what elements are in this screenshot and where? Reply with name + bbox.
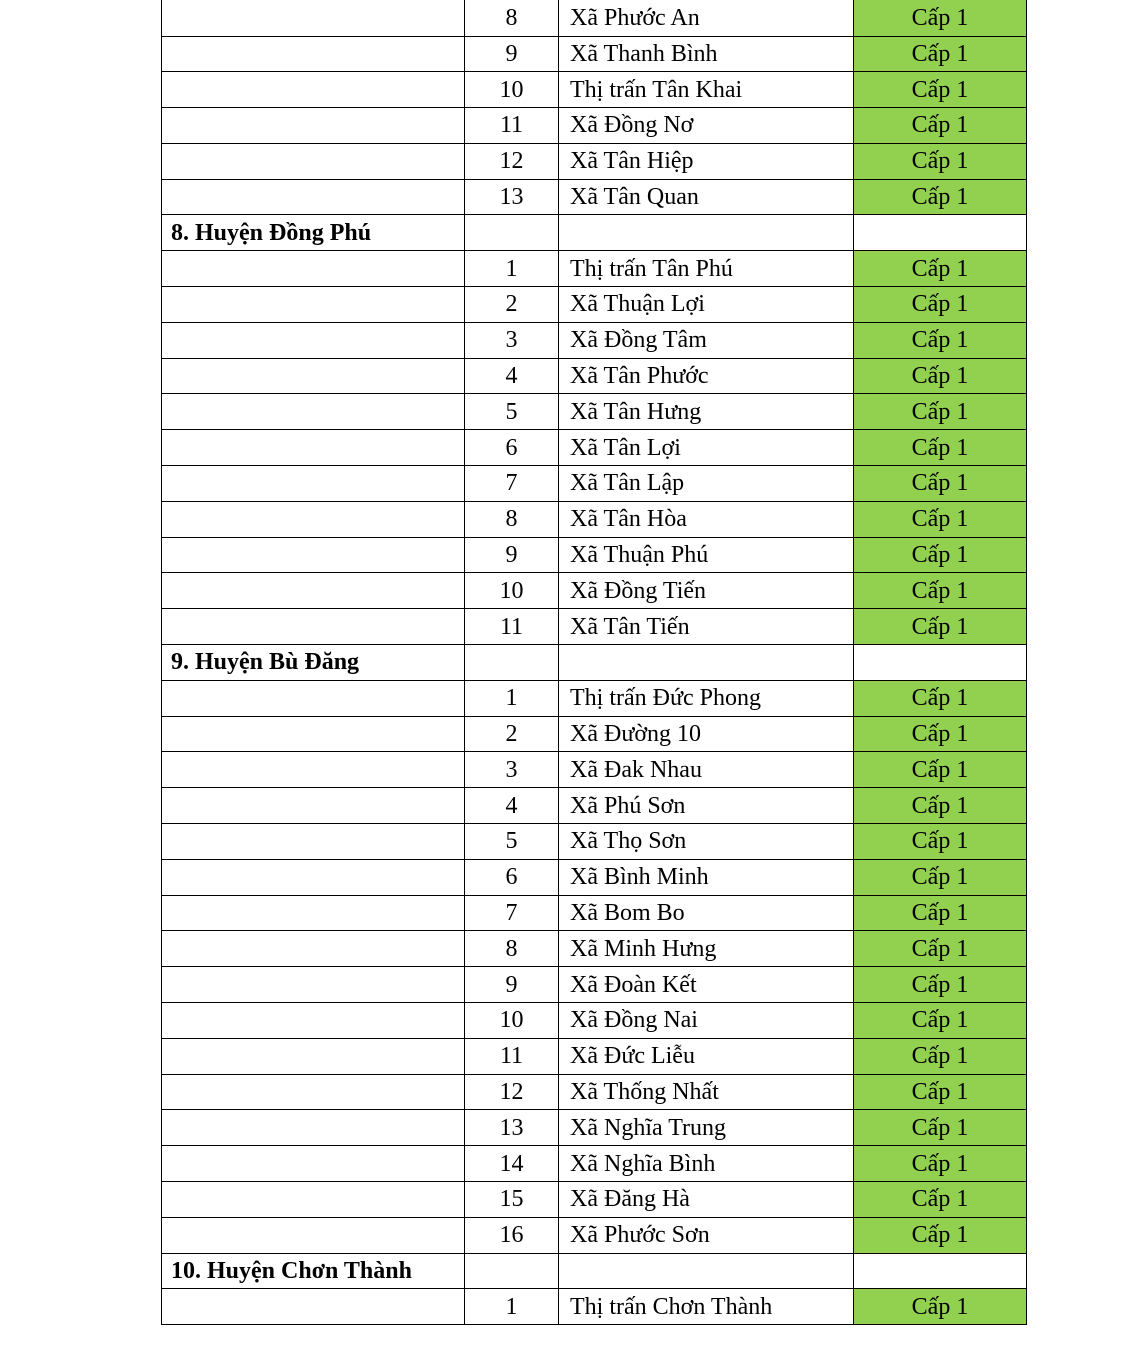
district-cell-empty <box>162 1289 465 1325</box>
commune-row <box>162 573 1027 609</box>
commune-row <box>162 0 1027 36</box>
district-cell-empty <box>162 143 465 179</box>
district-cell-empty <box>162 537 465 573</box>
commune-row <box>162 394 1027 430</box>
commune-name-cell: Xã Tân Hòa <box>559 501 854 537</box>
district-cell-empty <box>162 1074 465 1110</box>
level-cell: Cấp 1 <box>854 322 1027 358</box>
number-cell: 4 <box>465 358 559 394</box>
commune-row <box>162 931 1027 967</box>
number-cell: 10 <box>465 573 559 609</box>
district-cell-empty <box>162 609 465 645</box>
commune-name-cell: Xã Đak Nhau <box>559 752 854 788</box>
level-cell: Cấp 1 <box>854 358 1027 394</box>
number-cell: 16 <box>465 1217 559 1253</box>
number-cell: 7 <box>465 466 559 502</box>
commune-name-cell: Thị trấn Đức Phong <box>559 680 854 716</box>
district-cell-empty <box>162 895 465 931</box>
district-cell-empty <box>162 1146 465 1182</box>
number-cell: 9 <box>465 36 559 72</box>
level-cell: Cấp 1 <box>854 108 1027 144</box>
commune-row <box>162 358 1027 394</box>
commune-name-cell: Thị trấn Tân Khai <box>559 72 854 108</box>
district-cell-empty <box>162 251 465 287</box>
district-cell-empty <box>162 1182 465 1218</box>
number-cell: 4 <box>465 788 559 824</box>
commune-name-cell: Xã Thống Nhất <box>559 1074 854 1110</box>
district-cell-empty <box>162 788 465 824</box>
level-cell: Cấp 1 <box>854 0 1027 36</box>
number-cell: 6 <box>465 430 559 466</box>
name-cell-empty <box>559 1253 854 1289</box>
commune-row <box>162 179 1027 215</box>
commune-row <box>162 824 1027 860</box>
level-cell: Cấp 1 <box>854 967 1027 1003</box>
number-cell: 1 <box>465 1289 559 1325</box>
level-cell: Cấp 1 <box>854 931 1027 967</box>
number-cell: 5 <box>465 394 559 430</box>
level-cell: Cấp 1 <box>854 1217 1027 1253</box>
district-cell-empty <box>162 1038 465 1074</box>
level-cell-empty <box>854 215 1027 251</box>
level-cell: Cấp 1 <box>854 143 1027 179</box>
commune-name-cell: Xã Đức Liễu <box>559 1038 854 1074</box>
number-cell: 8 <box>465 931 559 967</box>
level-cell: Cấp 1 <box>854 72 1027 108</box>
commune-name-cell: Xã Minh Hưng <box>559 931 854 967</box>
district-cell-empty <box>162 859 465 895</box>
number-cell: 11 <box>465 609 559 645</box>
number-cell: 3 <box>465 322 559 358</box>
level-cell: Cấp 1 <box>854 895 1027 931</box>
commune-row <box>162 108 1027 144</box>
district-cell-empty <box>162 824 465 860</box>
name-cell-empty <box>559 215 854 251</box>
commune-name-cell: Xã Thọ Sơn <box>559 824 854 860</box>
level-cell: Cấp 1 <box>854 716 1027 752</box>
district-cell-empty <box>162 179 465 215</box>
commune-level-table <box>161 0 1027 1325</box>
district-cell-empty <box>162 1110 465 1146</box>
number-cell: 12 <box>465 143 559 179</box>
commune-name-cell: Xã Đồng Tiến <box>559 573 854 609</box>
commune-name-cell: Xã Tân Tiến <box>559 609 854 645</box>
commune-row <box>162 1289 1027 1325</box>
number-cell: 10 <box>465 72 559 108</box>
commune-name-cell: Xã Đồng Nơ <box>559 108 854 144</box>
district-name-cell: 9. Huyện Bù Đăng <box>162 645 465 681</box>
commune-row <box>162 1038 1027 1074</box>
district-cell-empty <box>162 466 465 502</box>
level-cell: Cấp 1 <box>854 537 1027 573</box>
district-cell-empty <box>162 36 465 72</box>
commune-row <box>162 967 1027 1003</box>
commune-row <box>162 1217 1027 1253</box>
level-cell: Cấp 1 <box>854 680 1027 716</box>
table-body <box>162 0 1027 1325</box>
commune-row <box>162 859 1027 895</box>
number-cell: 9 <box>465 967 559 1003</box>
commune-row <box>162 1182 1027 1218</box>
commune-name-cell: Xã Nghĩa Trung <box>559 1110 854 1146</box>
number-cell: 1 <box>465 680 559 716</box>
level-cell: Cấp 1 <box>854 573 1027 609</box>
number-cell: 11 <box>465 1038 559 1074</box>
commune-name-cell: Xã Tân Hưng <box>559 394 854 430</box>
district-cell-empty <box>162 752 465 788</box>
commune-row <box>162 466 1027 502</box>
number-cell: 12 <box>465 1074 559 1110</box>
district-cell-empty <box>162 573 465 609</box>
level-cell: Cấp 1 <box>854 36 1027 72</box>
level-cell-empty <box>854 1253 1027 1289</box>
commune-name-cell: Xã Phước Sơn <box>559 1217 854 1253</box>
commune-level-table-page <box>161 0 1027 1325</box>
number-cell: 8 <box>465 0 559 36</box>
commune-row <box>162 143 1027 179</box>
number-cell-empty <box>465 1253 559 1289</box>
number-cell: 3 <box>465 752 559 788</box>
number-cell: 13 <box>465 1110 559 1146</box>
commune-row <box>162 537 1027 573</box>
commune-row <box>162 609 1027 645</box>
commune-row <box>162 501 1027 537</box>
commune-row <box>162 36 1027 72</box>
commune-name-cell: Xã Đường 10 <box>559 716 854 752</box>
level-cell: Cấp 1 <box>854 609 1027 645</box>
level-cell: Cấp 1 <box>854 251 1027 287</box>
commune-row <box>162 1146 1027 1182</box>
commune-name-cell: Xã Thanh Bình <box>559 36 854 72</box>
level-cell: Cấp 1 <box>854 824 1027 860</box>
district-cell-empty <box>162 716 465 752</box>
level-cell-empty <box>854 645 1027 681</box>
level-cell: Cấp 1 <box>854 752 1027 788</box>
commune-row <box>162 716 1027 752</box>
commune-name-cell: Xã Thuận Lợi <box>559 287 854 323</box>
commune-name-cell: Xã Tân Quan <box>559 179 854 215</box>
level-cell: Cấp 1 <box>854 466 1027 502</box>
level-cell: Cấp 1 <box>854 1289 1027 1325</box>
commune-name-cell: Thị trấn Tân Phú <box>559 251 854 287</box>
level-cell: Cấp 1 <box>854 287 1027 323</box>
level-cell: Cấp 1 <box>854 788 1027 824</box>
district-cell-empty <box>162 931 465 967</box>
level-cell: Cấp 1 <box>854 1038 1027 1074</box>
district-header-row <box>162 215 1027 251</box>
district-cell-empty <box>162 287 465 323</box>
commune-name-cell: Thị trấn Chơn Thành <box>559 1289 854 1325</box>
level-cell: Cấp 1 <box>854 501 1027 537</box>
level-cell: Cấp 1 <box>854 179 1027 215</box>
level-cell: Cấp 1 <box>854 1110 1027 1146</box>
commune-row <box>162 752 1027 788</box>
number-cell: 6 <box>465 859 559 895</box>
commune-name-cell: Xã Phước An <box>559 0 854 36</box>
commune-row <box>162 322 1027 358</box>
commune-name-cell: Xã Nghĩa Bình <box>559 1146 854 1182</box>
district-cell-empty <box>162 394 465 430</box>
number-cell: 2 <box>465 716 559 752</box>
commune-row <box>162 895 1027 931</box>
district-name-cell: 10. Huyện Chơn Thành <box>162 1253 465 1289</box>
commune-name-cell: Xã Tân Phước <box>559 358 854 394</box>
commune-row <box>162 251 1027 287</box>
name-cell-empty <box>559 645 854 681</box>
number-cell: 13 <box>465 179 559 215</box>
commune-name-cell: Xã Thuận Phú <box>559 537 854 573</box>
district-header-row <box>162 645 1027 681</box>
commune-name-cell: Xã Đồng Tâm <box>559 322 854 358</box>
commune-name-cell: Xã Đồng Nai <box>559 1003 854 1039</box>
district-cell-empty <box>162 0 465 36</box>
district-cell-empty <box>162 358 465 394</box>
commune-name-cell: Xã Bình Minh <box>559 859 854 895</box>
commune-name-cell: Xã Tân Lợi <box>559 430 854 466</box>
number-cell: 1 <box>465 251 559 287</box>
commune-row <box>162 72 1027 108</box>
number-cell: 14 <box>465 1146 559 1182</box>
number-cell: 5 <box>465 824 559 860</box>
district-name-cell: 8. Huyện Đồng Phú <box>162 215 465 251</box>
district-cell-empty <box>162 430 465 466</box>
commune-row <box>162 430 1027 466</box>
commune-name-cell: Xã Tân Lập <box>559 466 854 502</box>
number-cell: 7 <box>465 895 559 931</box>
district-cell-empty <box>162 680 465 716</box>
number-cell: 9 <box>465 537 559 573</box>
district-cell-empty <box>162 108 465 144</box>
number-cell: 2 <box>465 287 559 323</box>
level-cell: Cấp 1 <box>854 394 1027 430</box>
number-cell: 10 <box>465 1003 559 1039</box>
level-cell: Cấp 1 <box>854 1146 1027 1182</box>
level-cell: Cấp 1 <box>854 1003 1027 1039</box>
commune-name-cell: Xã Đăng Hà <box>559 1182 854 1218</box>
commune-name-cell: Xã Phú Sơn <box>559 788 854 824</box>
commune-row <box>162 1110 1027 1146</box>
district-cell-empty <box>162 967 465 1003</box>
commune-row <box>162 287 1027 323</box>
level-cell: Cấp 1 <box>854 859 1027 895</box>
district-cell-empty <box>162 501 465 537</box>
level-cell: Cấp 1 <box>854 1182 1027 1218</box>
number-cell-empty <box>465 215 559 251</box>
district-header-row <box>162 1253 1027 1289</box>
commune-name-cell: Xã Bom Bo <box>559 895 854 931</box>
number-cell: 11 <box>465 108 559 144</box>
commune-row <box>162 680 1027 716</box>
district-cell-empty <box>162 1003 465 1039</box>
district-cell-empty <box>162 322 465 358</box>
commune-name-cell: Xã Tân Hiệp <box>559 143 854 179</box>
commune-row <box>162 788 1027 824</box>
commune-name-cell: Xã Đoàn Kết <box>559 967 854 1003</box>
commune-row <box>162 1003 1027 1039</box>
number-cell: 8 <box>465 501 559 537</box>
number-cell: 15 <box>465 1182 559 1218</box>
commune-row <box>162 1074 1027 1110</box>
level-cell: Cấp 1 <box>854 1074 1027 1110</box>
level-cell: Cấp 1 <box>854 430 1027 466</box>
district-cell-empty <box>162 1217 465 1253</box>
district-cell-empty <box>162 72 465 108</box>
number-cell-empty <box>465 645 559 681</box>
